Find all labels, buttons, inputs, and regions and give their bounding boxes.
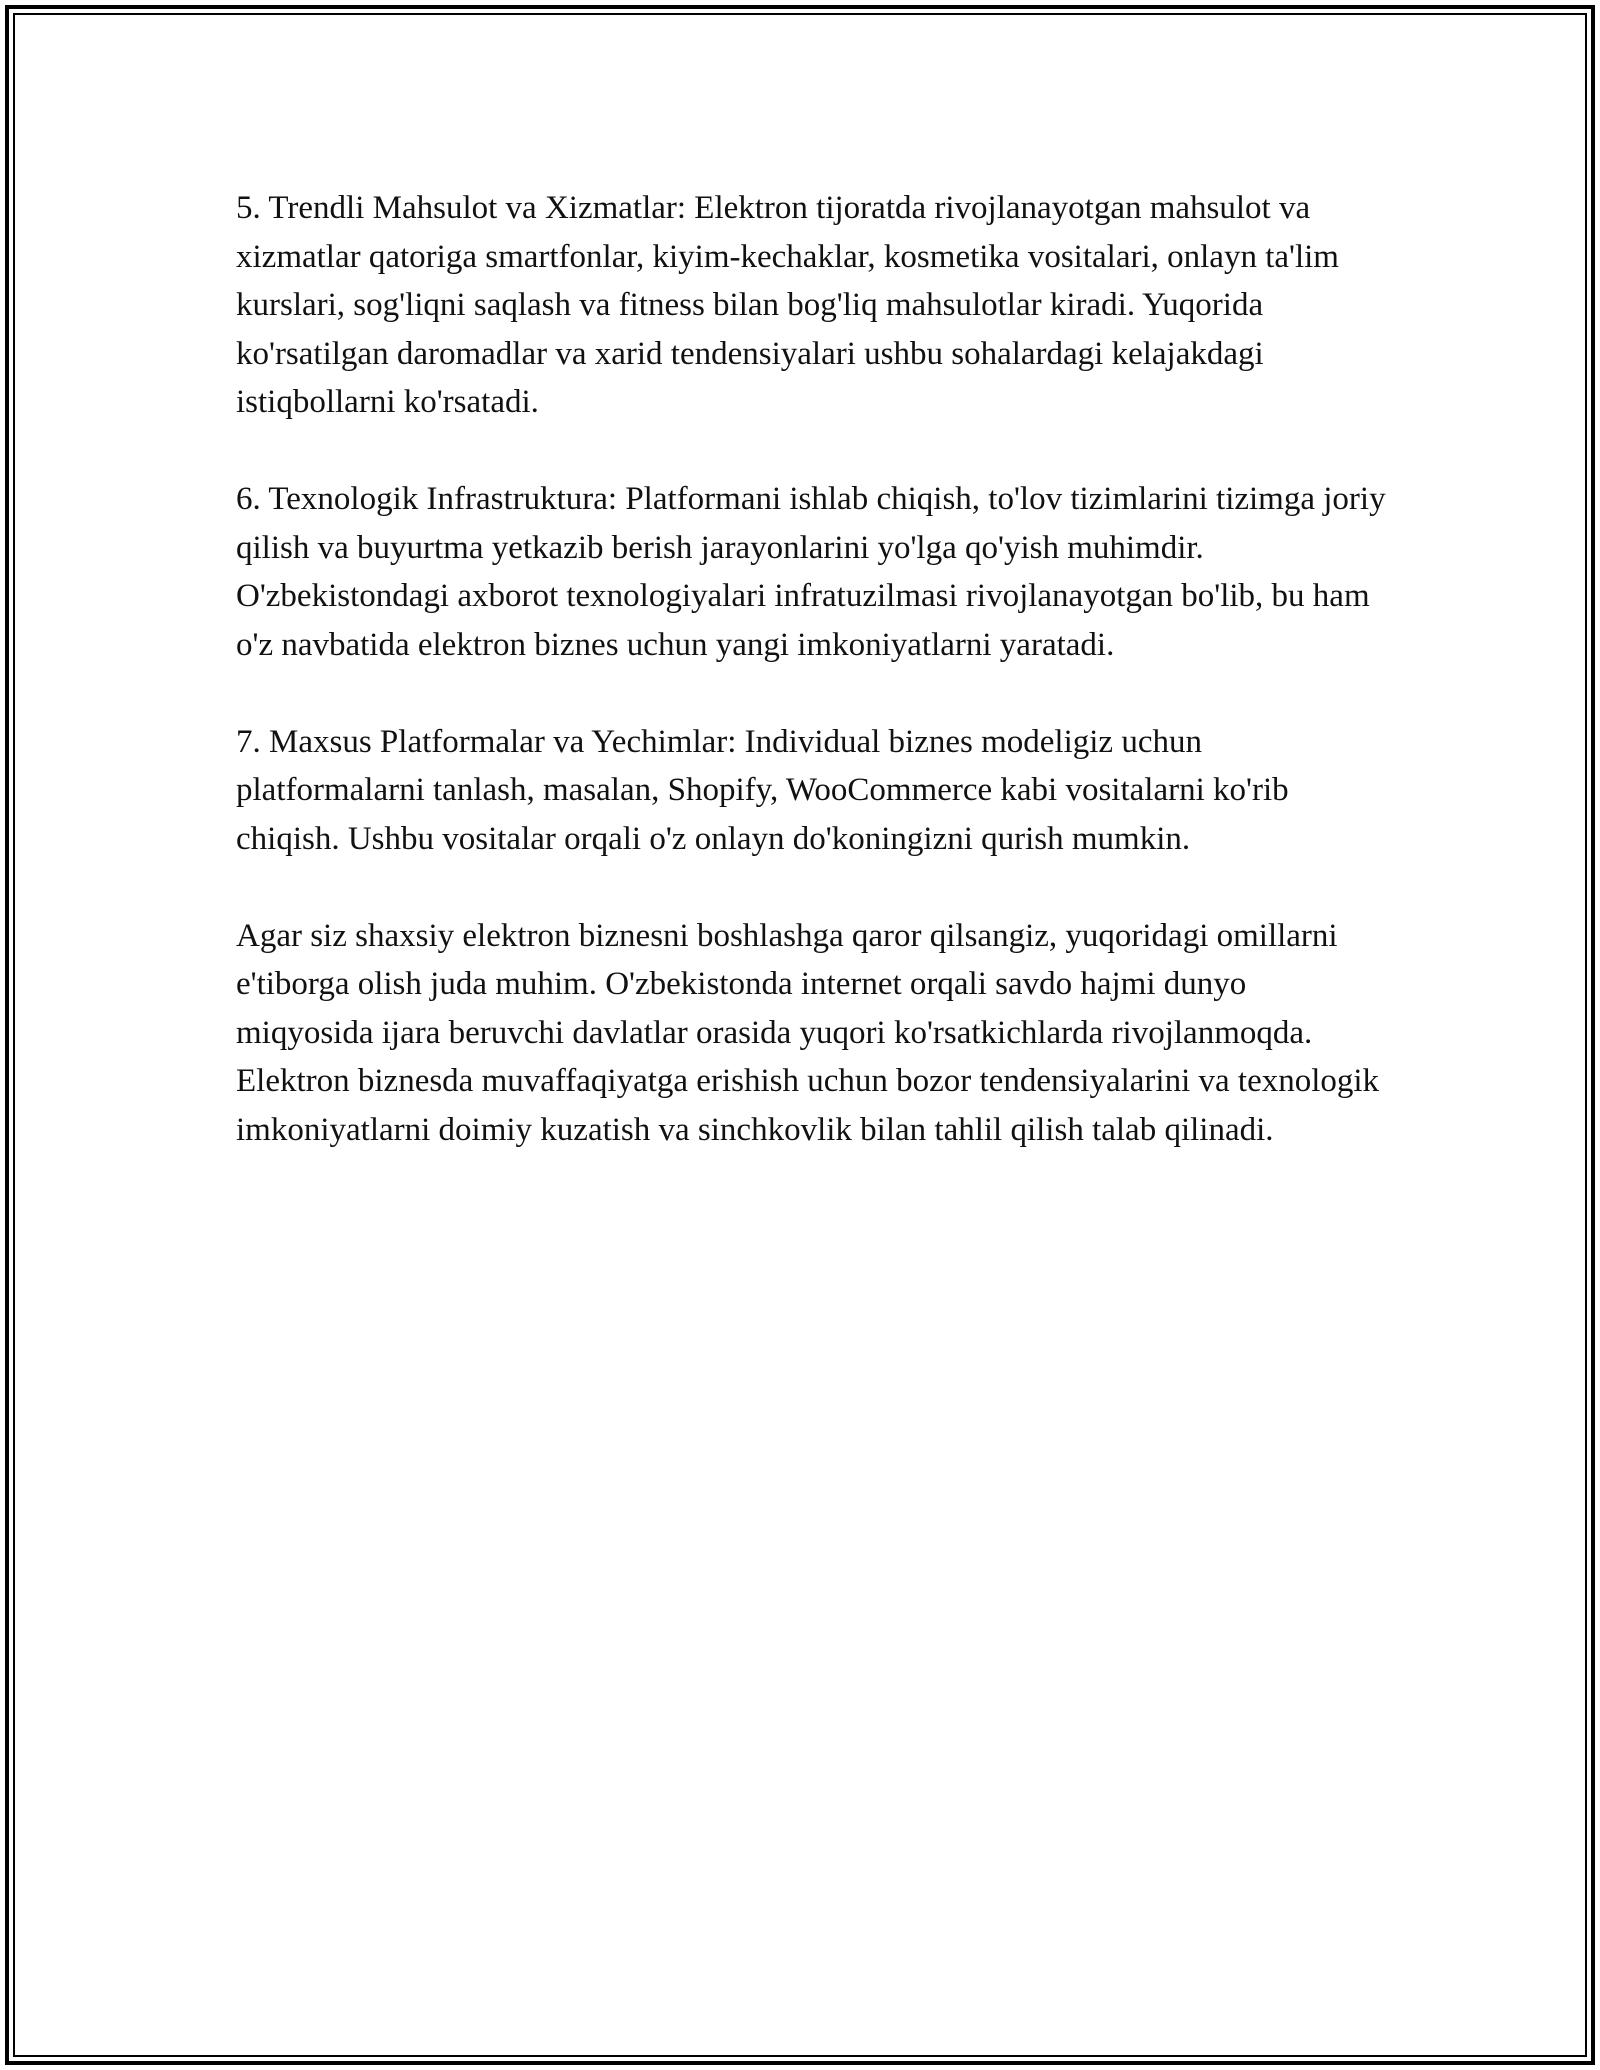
paragraph-trending-products: 5. Trendli Mahsulot va Xizmatlar: Elektron tijoratda rivojlanayotgan mahsulot va xizmatlar qatoriga smartfonlar, kiyim-kechaklar, kosmetika vositalari, onlayn ta'lim kurslari, sog'liqni saqlash va fitness bilan bog'liq mahsulotlar kiradi. Yuqorida ko'rsatilgan daromadlar va xarid tendensiyalari ushbu sohalardagi kelajakdagi istiqbollarni ko'rsatadi. [236,190,1339,420]
paragraph-special-platforms: 7. Maxsus Platformalar va Yechimlar: Individual biznes modeligiz uchun platformalarni tanlash, masalan, Shopify, WooCommerce kabi vositalarni ko'rib chiqish. Ushbu vositalar orqali o'z onlayn do'koningizni qurish mumkin. [236,723,1289,857]
paragraph-tech-infrastructure: 6. Texnologik Infrastruktura: Platformani ishlab chiqish, to'lov tizimlarini tizimga joriy qilish va buyurtma yetkazib berish jarayonlarini yo'lga qo'yish muhimdir. O'zbekistondagi axborot texnologiyalari infratuzilmasi rivojlanayotgan bo'lib, bu ham o'z navbatida elektron biznes uchun yangi imkoniyatlarni yaratadi. [236,481,1386,663]
document-body [236,184,1386,1203]
paragraph-conclusion: Agar siz shaxsiy elektron biznesni boshlashga qaror qilsangiz, yuqoridagi omillarni e'tiborga olish juda muhim. O'zbekistonda internet orqali savdo hajmi dunyo miqyosida ijara beruvchi davlatlar orasida yuqori ko'rsatkichlarda rivojlanmoqda. Elektron biznesda muvaffaqiyatga erishish uchun bozor tendensiyalarini va texnologik imkoniyatlarni doimiy kuzatish va sinchkovlik bilan tahlil qilish talab qilinadi. [236,917,1380,1148]
